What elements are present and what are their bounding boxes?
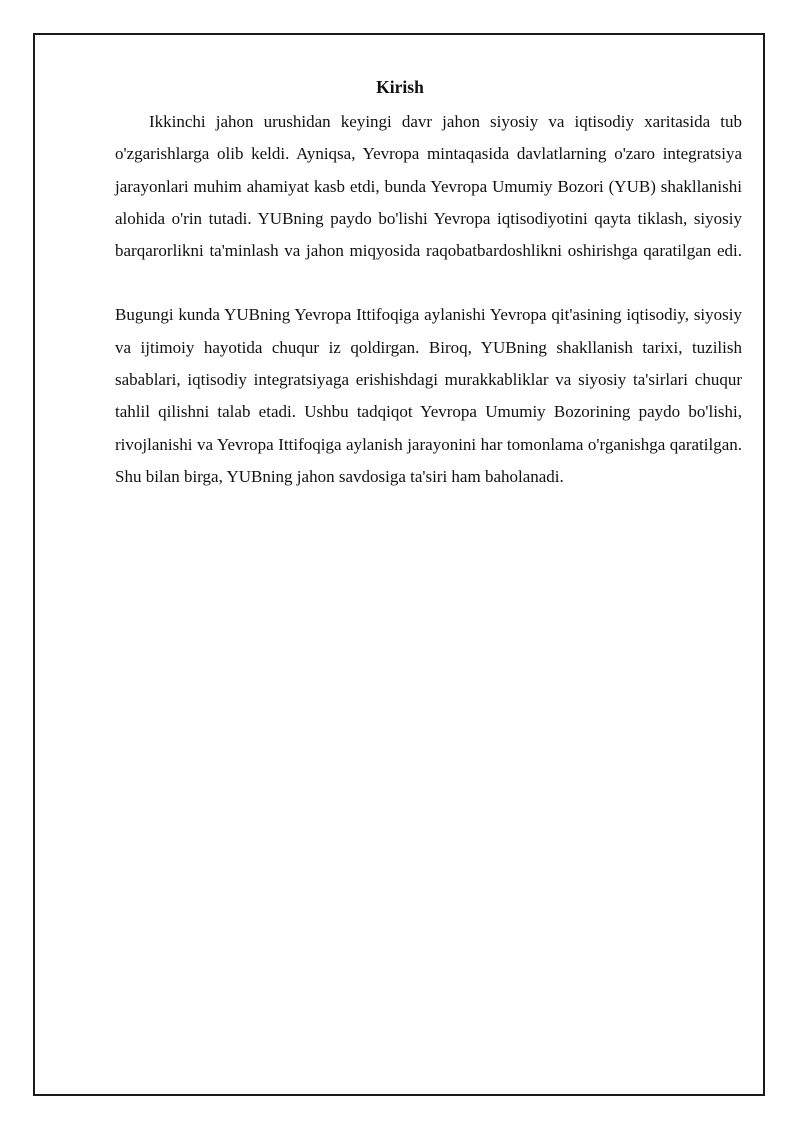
paragraph-research-aim: Bugungi kunda YUBning Yevropa Ittifoqiga aylanishi Yevropa qit'asining iqtisodiy, siyosiy va ijtimoiy hayotida chuqur iz qoldirgan. Biroq, YUBning shakllanish tarixi, tuzilish sabablari, iqtisodiy integratsiyaga erishishdagi murakkabliklar va siyosiy ta'sirlari chuqur tahlil qilishni talab etadi. Ushbu tadqiqot Yevropa Umumiy Bozorining paydo bo'lishi, rivojlanishi va Yevropa Ittifoqiga aylanish jarayonini har tomonlama o'rganishga qaratilgan. Shu bilan birga, YUBning jahon savdosiga ta'siri ham baholanadi.	[115, 305, 742, 486]
paragraph-intro: Ikkinchi jahon urushidan keyingi davr jahon siyosiy va iqtisodiy xaritasida tub o'zgarishlarga olib keldi. Ayniqsa, Yevropa mintaqasida davlatlarning o'zaro integratsiya jarayonlari muhim ahamiyat kasb etdi, bunda Yevropa Umumiy Bozori (YUB) shakllanishi alohida o'rin tutadi. YUBning paydo bo'lishi Yevropa iqtisodiyotini qayta tiklash, siyosiy barqarorlikni ta'minlash va jahon miqyosida raqobatbardoshlikni oshirishga qaratilgan edi.	[115, 112, 742, 261]
page-title: Kirish	[376, 77, 424, 97]
body-text	[115, 106, 742, 493]
